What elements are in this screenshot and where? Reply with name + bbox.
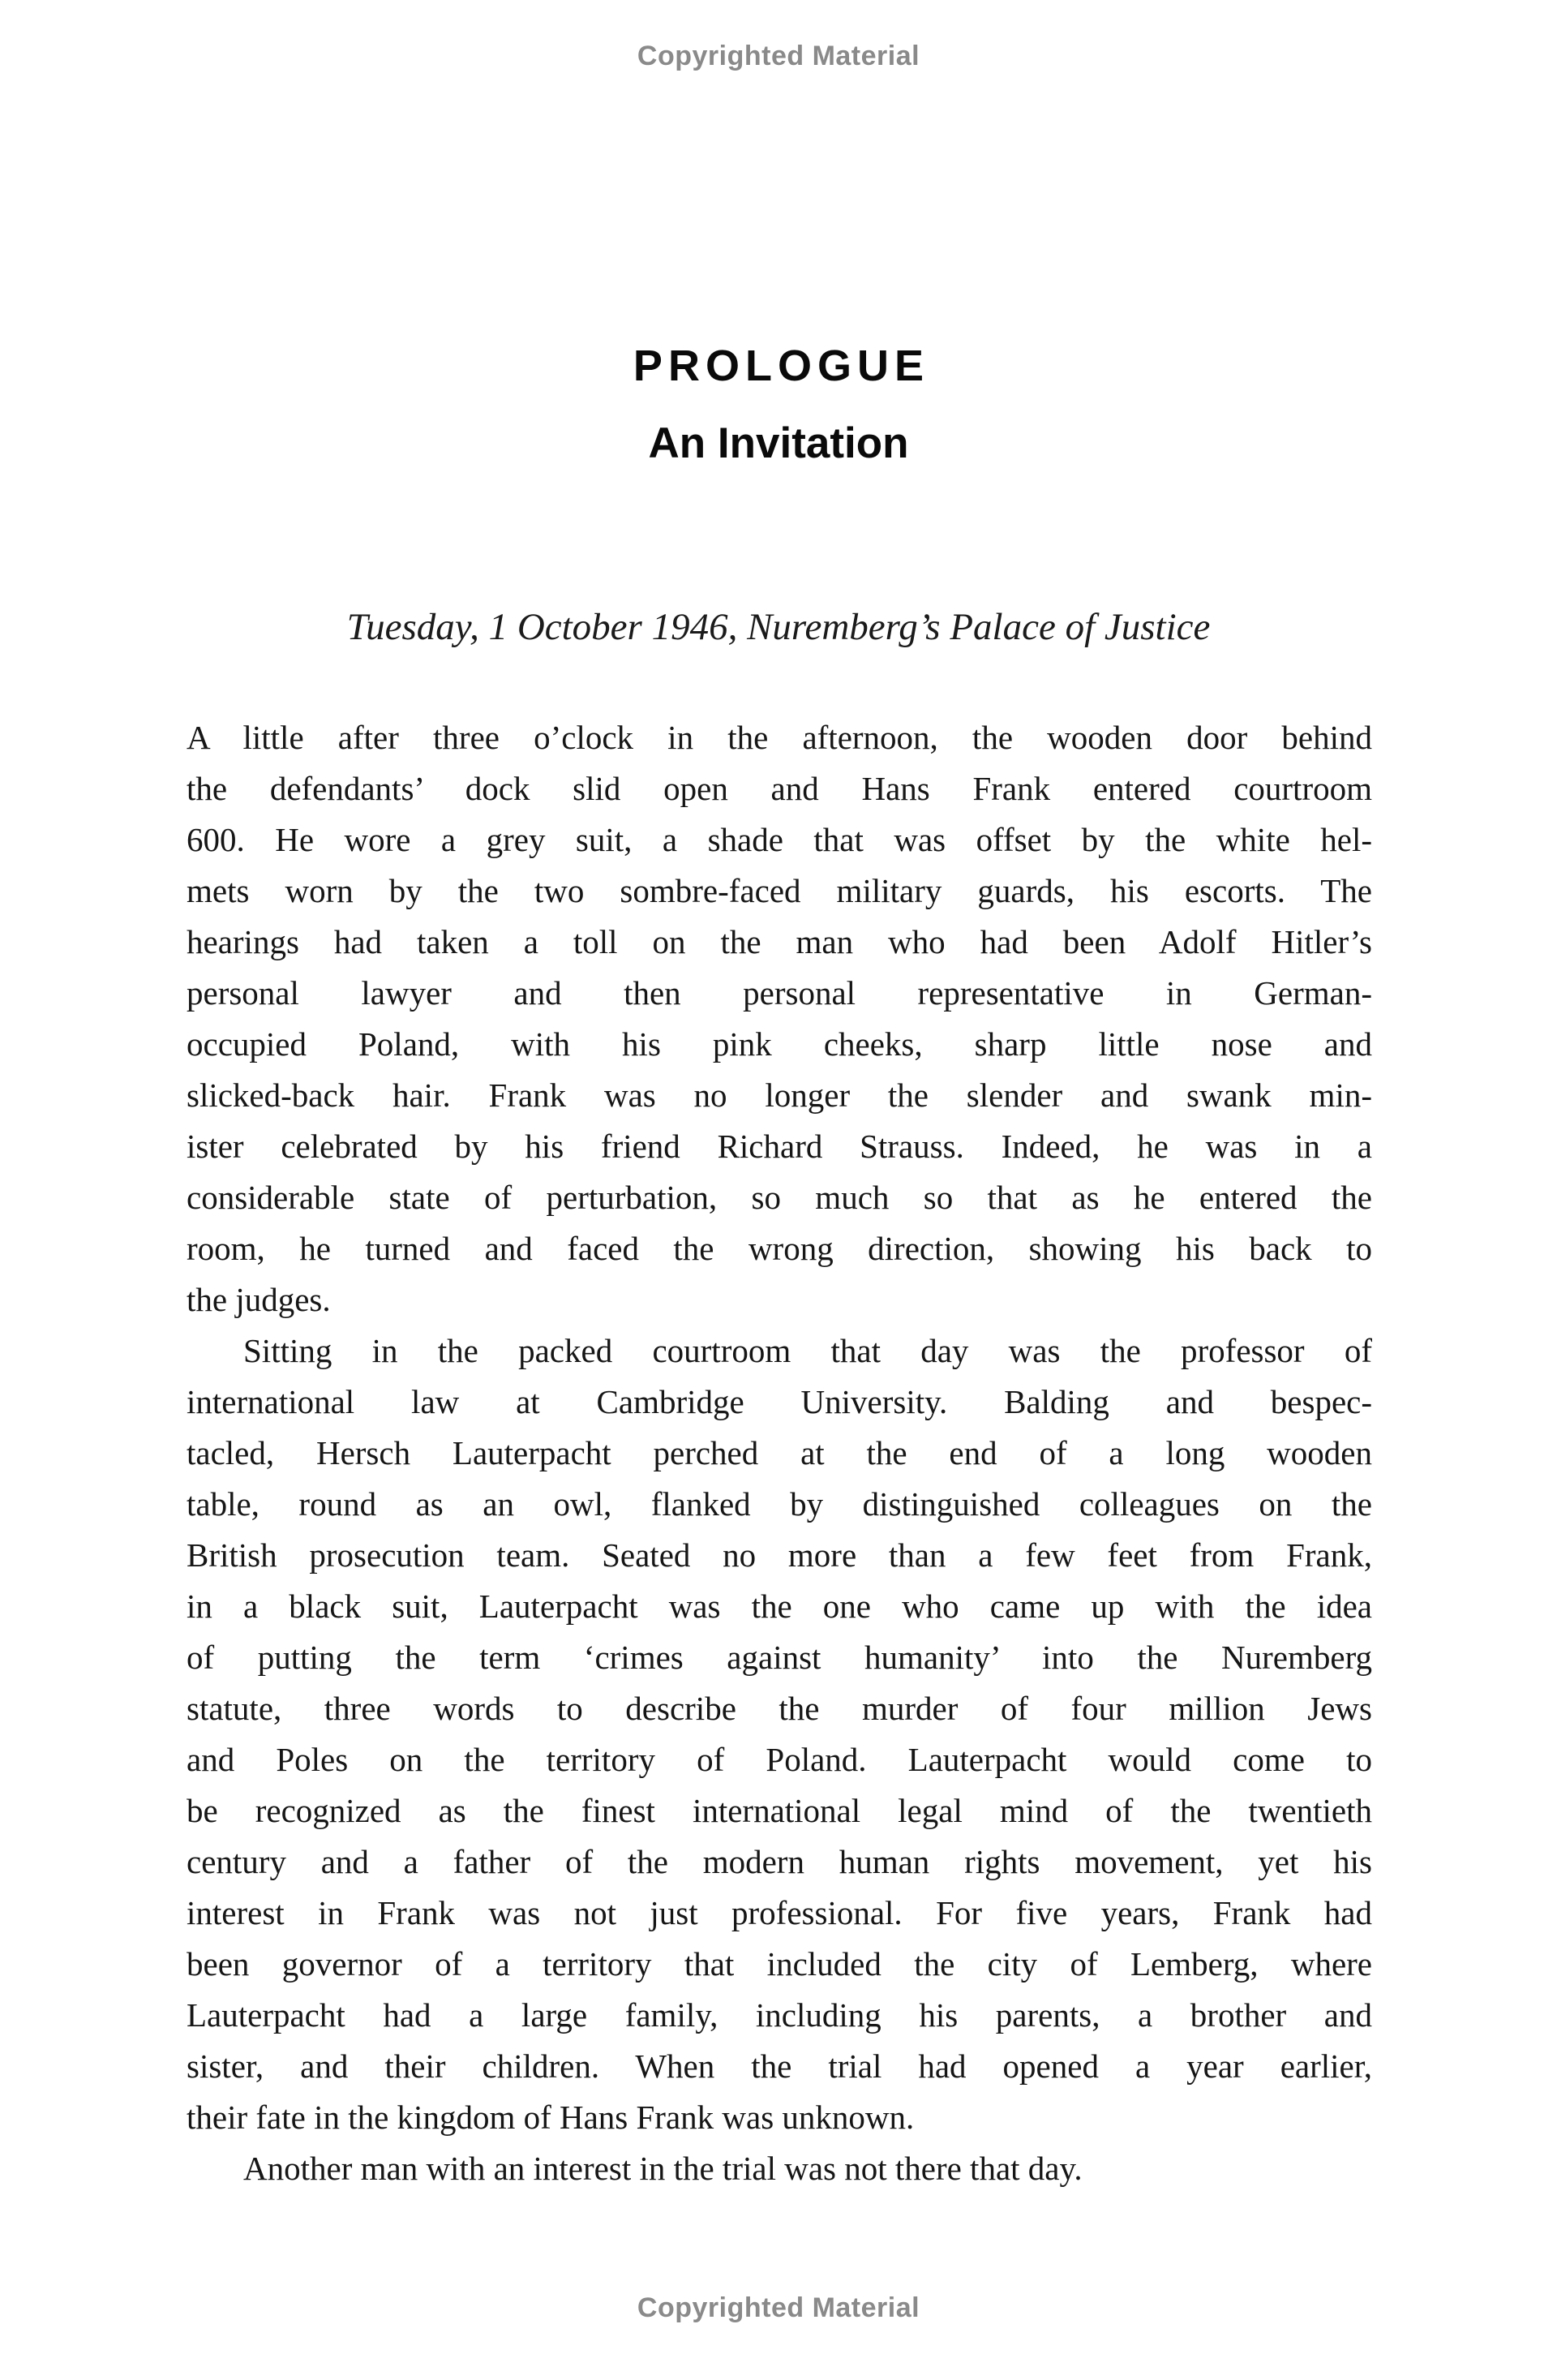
text-line: been governor of a territory that included the city of Lemberg, where (187, 1945, 1372, 1983)
text-line: interest in Frank was not just professional. For five years, Frank had (187, 1894, 1372, 1931)
text-line: 600. He wore a grey suit, a shade that was offset by the white hel- (187, 821, 1372, 858)
text-line: and Poles on the territory of Poland. Lauterpacht would come to (187, 1741, 1372, 1778)
dateline: Tuesday, 1 October 1946, Nuremberg’s Palace of Justice (346, 606, 1211, 648)
text-line: occupied Poland, with his pink cheeks, sharp little nose and (187, 1025, 1372, 1063)
body-text (187, 712, 1372, 2194)
text-line: tacled, Hersch Lauterpacht perched at the end of a long wooden (187, 1434, 1372, 1471)
text-line: their fate in the kingdom of Hans Frank was unknown. (187, 2099, 915, 2136)
text-line: statute, three words to describe the murder of four million Jews (187, 1690, 1372, 1727)
text-line: room, he turned and faced the wrong direction, showing his back to (187, 1230, 1372, 1267)
text-line: ister celebrated by his friend Richard Strauss. Indeed, he was in a (187, 1128, 1372, 1165)
text-line: British prosecution team. Seated no more than a few feet from Frank, (187, 1536, 1372, 1574)
text-line: of putting the term ‘crimes against humanity’ into the Nuremberg (187, 1639, 1372, 1676)
copyright-banner-bottom: Copyrighted Material (637, 2292, 920, 2323)
text-line: personal lawyer and then personal representative in German- (187, 974, 1372, 1012)
text-line: sister, and their children. When the trial had opened a year earlier, (187, 2047, 1372, 2085)
chapter-heading: PROLOGUE (633, 342, 930, 390)
text-line: the judges. (187, 1281, 331, 1318)
text-line: mets worn by the two sombre-faced military guards, his escorts. The (187, 872, 1372, 909)
text-line: Another man with an interest in the trial was not there that day. (243, 2150, 1083, 2187)
text-line: Lauterpacht had a large family, including his parents, a brother and (187, 1996, 1372, 2034)
text-line: be recognized as the finest international legal mind of the twentieth (187, 1792, 1372, 1829)
text-line: Sitting in the packed courtroom that day was the professor of (243, 1332, 1372, 1369)
text-line: hearings had taken a toll on the man who had been Adolf Hitler’s (187, 923, 1372, 960)
text-line: table, round as an owl, flanked by distinguished colleagues on the (187, 1485, 1372, 1523)
text-line: in a black suit, Lauterpacht was the one who came up with the idea (187, 1587, 1372, 1625)
copyright-banner-top: Copyrighted Material (637, 41, 920, 71)
text-line: century and a father of the modern human rights movement, yet his (187, 1843, 1372, 1880)
text-line: considerable state of perturbation, so much so that as he entered the (187, 1179, 1372, 1216)
text-line: the defendants’ dock slid open and Hans Frank entered courtroom (187, 770, 1372, 807)
chapter-subtitle: An Invitation (648, 419, 909, 467)
text-line: A little after three o’clock in the afternoon, the wooden door behind (187, 719, 1372, 756)
text-line: slicked-back hair. Frank was no longer the slender and swank min- (187, 1076, 1372, 1114)
text-line: international law at Cambridge University. Balding and bespec- (187, 1383, 1372, 1420)
